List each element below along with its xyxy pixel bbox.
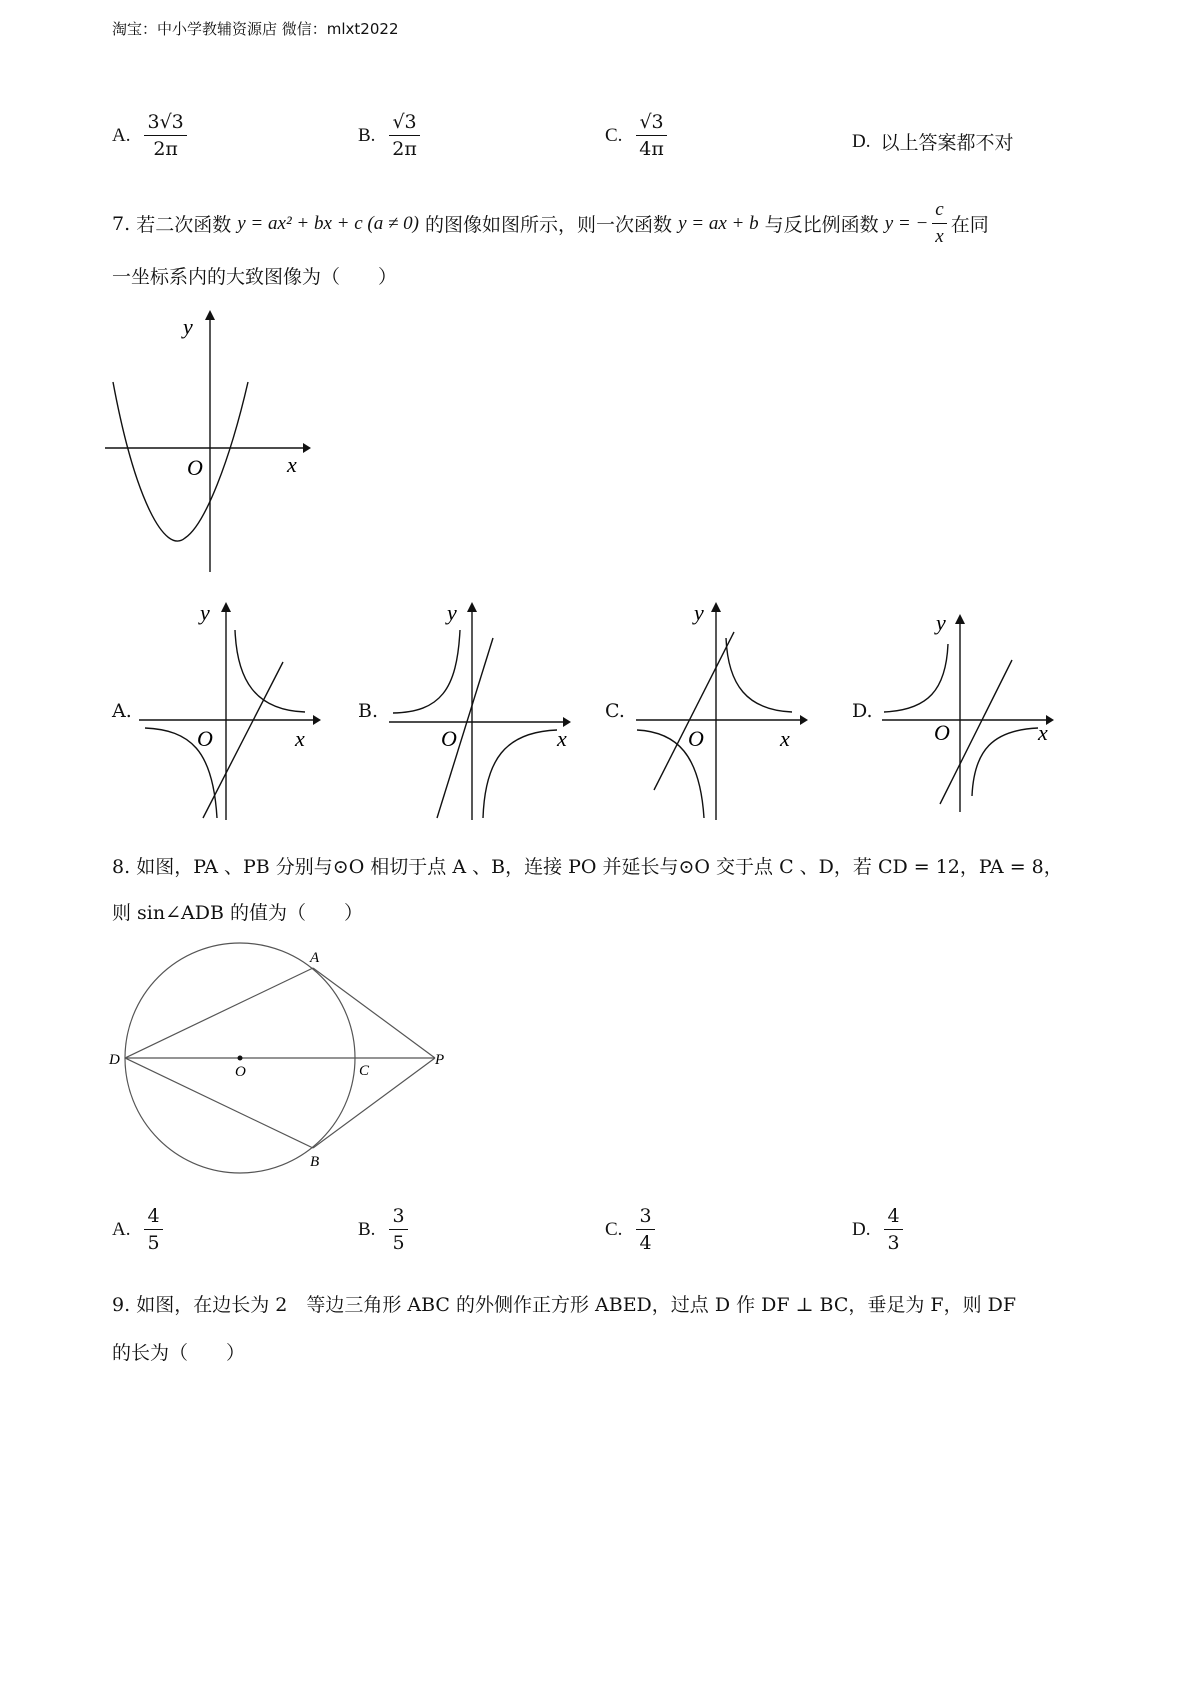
origin-label: O: [187, 455, 203, 480]
q7-equation-linear: y = ax + b: [678, 212, 759, 234]
origin-label: O: [197, 726, 213, 751]
q6-option-b[interactable]: [358, 112, 424, 160]
option-label: A.: [112, 124, 131, 146]
option-label: B.: [358, 1218, 376, 1240]
fraction: [144, 112, 186, 160]
q8-circle-figure: [105, 940, 455, 1180]
question-number: 9.: [112, 1294, 131, 1316]
q7-text1: 若二次函数: [136, 214, 232, 237]
x-label: x: [780, 726, 790, 751]
origin-label: O: [934, 720, 950, 745]
x-label: x: [1038, 720, 1048, 745]
fraction: [636, 1206, 654, 1254]
line-pb: [313, 1058, 435, 1148]
q8-text1: 如图，PA 、PB 分别与⊙O 相切于点 A 、B，连接 PO 并延长与⊙O 交于点 C 、D，若 CD = 12，PA = 8，: [136, 856, 1063, 878]
q7-option-b-graph[interactable]: [385, 600, 575, 825]
q7-parabola-graph: [105, 310, 315, 580]
numerator: 4: [144, 1206, 162, 1230]
denominator: 5: [147, 1231, 160, 1254]
q7-option-a-graph[interactable]: [135, 600, 325, 825]
q9-line1: [112, 1290, 1016, 1317]
denominator: 5: [392, 1231, 405, 1254]
fraction: [636, 112, 666, 160]
q8-line1: [112, 852, 1063, 879]
x-label: x: [295, 726, 305, 751]
numerator: 3: [636, 1206, 654, 1230]
q7-option-c-graph[interactable]: [632, 600, 822, 825]
q7-text2: 的图像如图所示，则一次函数: [425, 214, 673, 237]
label-b: B: [310, 1154, 320, 1170]
denominator: 2π: [153, 137, 178, 160]
q7-equation-quadratic: y = ax² + bx + c (a ≠ 0): [237, 212, 419, 234]
q8-option-c[interactable]: [605, 1206, 659, 1254]
denominator: 3: [887, 1231, 900, 1254]
origin-label: O: [688, 726, 704, 751]
q6-option-d[interactable]: [852, 128, 1014, 155]
option-label: B.: [358, 124, 376, 146]
numerator: 3: [389, 1206, 407, 1230]
y-label: y: [936, 610, 946, 635]
line-db: [125, 1058, 313, 1148]
page-header: 淘宝：中小学教辅资源店 微信：mlxt2022: [112, 20, 399, 38]
numerator: 3√3: [144, 112, 186, 136]
x-label: x: [287, 452, 297, 477]
origin-label: O: [441, 726, 457, 751]
label-d: D: [109, 1052, 120, 1068]
q8-option-b[interactable]: [358, 1206, 412, 1254]
numerator: √3: [389, 112, 419, 136]
q7-text3: 与反比例函数: [764, 214, 879, 237]
numerator: √3: [636, 112, 666, 136]
q9-text1: 如图，在边长为 2 等边三角形 ABC 的外侧作正方形 ABED，过点 D 作 DF ⊥ BC，垂足为 F，则 DF: [136, 1294, 1017, 1316]
option-label: D.: [852, 1218, 871, 1240]
option-text: 以上答案都不对: [880, 132, 1014, 154]
numerator: c: [932, 200, 946, 224]
label-a: A: [310, 950, 320, 966]
q6-option-c[interactable]: [605, 112, 671, 160]
x-axis-arrow: [303, 443, 311, 453]
label-p: P: [435, 1052, 445, 1068]
q7-line1: [112, 200, 989, 248]
fraction: [389, 1206, 407, 1254]
y-label: y: [694, 600, 704, 625]
q7-line2: 一坐标系内的大致图像为（ ）: [112, 266, 398, 288]
fraction: [884, 1206, 902, 1254]
fraction: [932, 200, 946, 248]
label-o: O: [235, 1064, 246, 1080]
fraction: [144, 1206, 162, 1254]
q8-option-d[interactable]: [852, 1206, 907, 1254]
denominator: 2π: [392, 137, 417, 160]
option-label: A.: [112, 1218, 131, 1240]
denominator: x: [935, 225, 944, 247]
q7-option-b-label[interactable]: B.: [358, 700, 379, 722]
q8-line2: 则 sin∠ADB 的值为（ ）: [112, 902, 363, 924]
option-label: C.: [605, 1218, 623, 1240]
q6-option-a[interactable]: [112, 112, 191, 160]
y-axis-arrow: [205, 310, 215, 320]
y-label: y: [183, 314, 193, 339]
option-label: D.: [852, 130, 871, 152]
fraction: [389, 112, 419, 160]
q7-option-d-graph[interactable]: [878, 600, 1068, 825]
q7-option-a-label[interactable]: A.: [112, 700, 132, 722]
q7-option-c-label[interactable]: C.: [605, 700, 625, 722]
numerator: 4: [884, 1206, 902, 1230]
question-number: 8.: [112, 856, 131, 878]
q7-equation-inverse: y = −: [884, 212, 929, 234]
q9-line2: 的长为（ ）: [112, 1342, 246, 1364]
denominator: 4: [639, 1231, 652, 1254]
question-number: 7.: [112, 212, 131, 235]
x-label: x: [557, 726, 567, 751]
q7-option-d-label[interactable]: D.: [852, 700, 873, 722]
parabola-curve: [113, 382, 248, 541]
option-label: C.: [605, 124, 623, 146]
q7-text4: 在同: [950, 214, 989, 237]
y-label: y: [447, 600, 457, 625]
center-point: [238, 1056, 243, 1061]
denominator: 4π: [639, 137, 664, 160]
y-label: y: [200, 600, 210, 625]
label-c: C: [359, 1063, 370, 1079]
line-pa: [313, 968, 435, 1058]
q8-option-a[interactable]: [112, 1206, 167, 1254]
line-da: [125, 968, 313, 1058]
